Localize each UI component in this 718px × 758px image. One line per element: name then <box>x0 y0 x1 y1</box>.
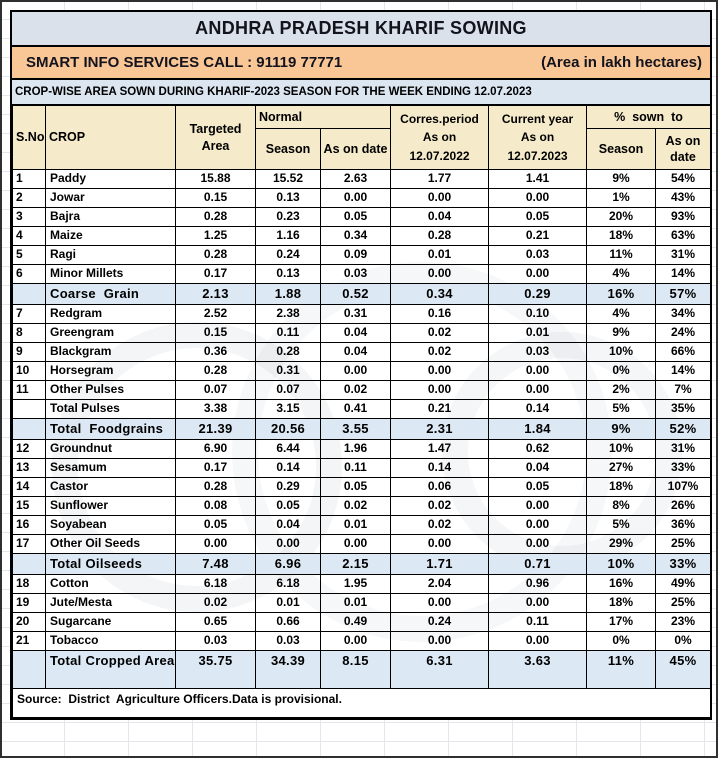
cell-normal-season: 20.56 <box>256 419 321 440</box>
cell-crop-name: Horsegram <box>46 362 176 381</box>
current-year-line3: 12.07.2023 <box>507 148 568 163</box>
cell-current-year: 0.14 <box>489 400 587 419</box>
cell-normal-as-on-date: 8.15 <box>321 651 391 689</box>
cell-sno: 11 <box>13 381 46 400</box>
table-row-total <box>13 419 711 440</box>
table-row <box>13 575 711 594</box>
cell-normal-as-on-date: 0.49 <box>321 613 391 632</box>
cell-current-year: 0.71 <box>489 554 587 575</box>
cell-pct-season: 11% <box>587 246 656 265</box>
table-row <box>13 632 711 651</box>
cell-crop-name: Total Foodgrains <box>46 419 176 440</box>
cell-targeted-area: 6.90 <box>176 440 256 459</box>
cell-corres-period: 1.47 <box>391 440 489 459</box>
cell-pct-as-on-date: 33% <box>656 459 711 478</box>
cell-corres-period: 0.02 <box>391 324 489 343</box>
cell-targeted-area: 7.48 <box>176 554 256 575</box>
cell-current-year: 0.10 <box>489 305 587 324</box>
cell-sno: 2 <box>13 189 46 208</box>
cell-sno: 15 <box>13 497 46 516</box>
cell-crop-name: Jowar <box>46 189 176 208</box>
cell-pct-season: 18% <box>587 594 656 613</box>
cell-pct-season: 4% <box>587 305 656 324</box>
col-header-normal-season: Season <box>256 129 321 170</box>
table-row <box>13 343 711 362</box>
cell-normal-as-on-date: 0.01 <box>321 516 391 535</box>
cell-pct-season: 9% <box>587 170 656 189</box>
cell-pct-season: 29% <box>587 535 656 554</box>
cell-pct-as-on-date: 43% <box>656 189 711 208</box>
table-row <box>13 497 711 516</box>
cell-normal-as-on-date: 0.03 <box>321 265 391 284</box>
cell-pct-season: 9% <box>587 324 656 343</box>
cell-corres-period: 0.16 <box>391 305 489 324</box>
cell-corres-period: 0.24 <box>391 613 489 632</box>
cell-crop-name: Ragi <box>46 246 176 265</box>
cell-crop-name: Castor <box>46 478 176 497</box>
table-row <box>13 516 711 535</box>
cell-corres-period: 0.34 <box>391 284 489 305</box>
cell-current-year: 0.00 <box>489 594 587 613</box>
cell-normal-as-on-date: 0.31 <box>321 305 391 324</box>
cell-corres-period: 0.01 <box>391 246 489 265</box>
cell-crop-name: Other Pulses <box>46 381 176 400</box>
cell-sno: 18 <box>13 575 46 594</box>
cell-sno: 7 <box>13 305 46 324</box>
report-title: ANDHRA PRADESH KHARIF SOWING <box>12 12 710 47</box>
cell-pct-as-on-date: 63% <box>656 227 711 246</box>
cell-pct-as-on-date: 25% <box>656 535 711 554</box>
cell-normal-as-on-date: 0.05 <box>321 478 391 497</box>
cell-normal-season: 0.07 <box>256 381 321 400</box>
cell-corres-period: 0.00 <box>391 535 489 554</box>
table-row <box>13 459 711 478</box>
table-header <box>13 106 711 170</box>
cell-normal-season: 0.23 <box>256 208 321 227</box>
cell-pct-as-on-date: 34% <box>656 305 711 324</box>
cell-pct-as-on-date: 26% <box>656 497 711 516</box>
cell-targeted-area: 0.15 <box>176 324 256 343</box>
col-header-normal-as-on-date: As on date <box>321 129 391 170</box>
cell-current-year: 0.00 <box>489 516 587 535</box>
cell-pct-as-on-date: 23% <box>656 613 711 632</box>
table-row <box>13 613 711 632</box>
cell-sno <box>13 651 46 689</box>
cell-targeted-area: 0.05 <box>176 516 256 535</box>
table-row <box>13 305 711 324</box>
cell-pct-season: 10% <box>587 440 656 459</box>
cell-corres-period: 0.21 <box>391 400 489 419</box>
cell-sno: 16 <box>13 516 46 535</box>
cell-corres-period: 0.02 <box>391 497 489 516</box>
cell-sno: 14 <box>13 478 46 497</box>
cell-corres-period: 0.00 <box>391 381 489 400</box>
cell-corres-period: 2.31 <box>391 419 489 440</box>
cell-current-year: 0.04 <box>489 459 587 478</box>
cell-normal-as-on-date: 0.41 <box>321 400 391 419</box>
cell-sno: 3 <box>13 208 46 227</box>
cell-crop-name: Groundnut <box>46 440 176 459</box>
cell-normal-season: 0.28 <box>256 343 321 362</box>
cell-corres-period: 1.77 <box>391 170 489 189</box>
corres-period-line1: Corres.period <box>400 111 479 126</box>
cell-corres-period: 0.00 <box>391 594 489 613</box>
cell-targeted-area: 0.07 <box>176 381 256 400</box>
cell-pct-season: 18% <box>587 227 656 246</box>
cell-current-year: 0.96 <box>489 575 587 594</box>
table-row <box>13 189 711 208</box>
cell-current-year: 1.84 <box>489 419 587 440</box>
cell-sno <box>13 284 46 305</box>
cell-normal-as-on-date: 0.34 <box>321 227 391 246</box>
cell-sno: 13 <box>13 459 46 478</box>
cell-pct-as-on-date: 45% <box>656 651 711 689</box>
cell-crop-name: Redgram <box>46 305 176 324</box>
col-header-pct-sown-to: % sown to <box>587 106 711 129</box>
cell-crop-name: Sesamum <box>46 459 176 478</box>
cell-normal-as-on-date: 1.96 <box>321 440 391 459</box>
sowing-table <box>12 105 711 718</box>
cell-normal-as-on-date: 0.02 <box>321 497 391 516</box>
cell-normal-season: 0.05 <box>256 497 321 516</box>
cell-normal-as-on-date: 0.00 <box>321 632 391 651</box>
col-header-corres-period <box>391 106 489 170</box>
cell-normal-season: 0.66 <box>256 613 321 632</box>
cell-pct-season: 18% <box>587 478 656 497</box>
table-row <box>13 246 711 265</box>
cell-pct-season: 16% <box>587 575 656 594</box>
cell-normal-as-on-date: 0.00 <box>321 362 391 381</box>
current-year-line2: As on <box>520 130 555 145</box>
cell-pct-season: 0% <box>587 632 656 651</box>
cell-current-year: 0.00 <box>489 632 587 651</box>
cell-crop-name: Bajra <box>46 208 176 227</box>
cell-current-year: 0.03 <box>489 246 587 265</box>
cell-crop-name: Greengram <box>46 324 176 343</box>
cell-crop-name: Coarse Grain <box>46 284 176 305</box>
cell-corres-period: 0.00 <box>391 189 489 208</box>
cell-sno: 4 <box>13 227 46 246</box>
cell-corres-period: 0.06 <box>391 478 489 497</box>
cell-crop-name: Total Cropped Area <box>46 651 176 689</box>
cell-targeted-area: 0.28 <box>176 362 256 381</box>
cell-pct-season: 8% <box>587 497 656 516</box>
cell-pct-as-on-date: 0% <box>656 632 711 651</box>
cell-normal-season: 3.15 <box>256 400 321 419</box>
cell-pct-as-on-date: 31% <box>656 440 711 459</box>
cell-normal-as-on-date: 0.01 <box>321 594 391 613</box>
cell-pct-season: 5% <box>587 516 656 535</box>
cell-current-year: 0.29 <box>489 284 587 305</box>
info-bar <box>12 47 710 80</box>
cell-corres-period: 0.14 <box>391 459 489 478</box>
cell-normal-as-on-date: 0.05 <box>321 208 391 227</box>
table-row <box>13 324 711 343</box>
cell-pct-season: 20% <box>587 208 656 227</box>
table-row <box>13 440 711 459</box>
cell-normal-season: 6.18 <box>256 575 321 594</box>
table-row <box>13 170 711 189</box>
table-row <box>13 400 711 419</box>
table-row-total <box>13 284 711 305</box>
cell-pct-season: 5% <box>587 400 656 419</box>
col-header-pct-season: Season <box>587 129 656 170</box>
cell-pct-as-on-date: 36% <box>656 516 711 535</box>
cell-crop-name: Tobacco <box>46 632 176 651</box>
cell-pct-as-on-date: 35% <box>656 400 711 419</box>
table-row <box>13 265 711 284</box>
table-row-total <box>13 554 711 575</box>
cell-sno: 10 <box>13 362 46 381</box>
corres-period-line2: As on <box>422 130 457 145</box>
cell-normal-season: 34.39 <box>256 651 321 689</box>
report-caption: CROP-WISE AREA SOWN DURING KHARIF-2023 SEASON FOR THE WEEK ENDING 12.07.2023 <box>12 80 710 105</box>
info-bar-left: SMART INFO SERVICES CALL : 91119 77771 <box>26 54 343 71</box>
cell-sno: 20 <box>13 613 46 632</box>
col-header-normal: Normal <box>256 106 391 129</box>
cell-normal-season: 0.01 <box>256 594 321 613</box>
col-header-pct-as-on-date: As on date <box>656 129 711 170</box>
cell-normal-season: 2.38 <box>256 305 321 324</box>
cell-pct-as-on-date: 25% <box>656 594 711 613</box>
cell-sno: 5 <box>13 246 46 265</box>
cell-sno <box>13 419 46 440</box>
cell-current-year: 0.00 <box>489 265 587 284</box>
cell-normal-as-on-date: 0.09 <box>321 246 391 265</box>
cell-current-year: 0.21 <box>489 227 587 246</box>
table-row <box>13 381 711 400</box>
current-year-line1: Current year <box>501 111 574 126</box>
source-note: Source: District Agriculture Officers.Data is provisional. <box>13 689 711 718</box>
cell-normal-season: 0.04 <box>256 516 321 535</box>
cell-pct-season: 1% <box>587 189 656 208</box>
cell-current-year: 0.00 <box>489 535 587 554</box>
cell-current-year: 0.00 <box>489 497 587 516</box>
cell-targeted-area: 0.15 <box>176 189 256 208</box>
cell-current-year: 3.63 <box>489 651 587 689</box>
cell-normal-as-on-date: 2.63 <box>321 170 391 189</box>
cell-current-year: 0.00 <box>489 189 587 208</box>
cell-current-year: 0.00 <box>489 381 587 400</box>
cell-current-year: 1.41 <box>489 170 587 189</box>
col-header-targeted-area: Targeted Area <box>176 106 256 170</box>
cell-targeted-area: 2.52 <box>176 305 256 324</box>
cell-corres-period: 0.28 <box>391 227 489 246</box>
cell-sno: 12 <box>13 440 46 459</box>
cell-pct-as-on-date: 24% <box>656 324 711 343</box>
cell-targeted-area: 0.02 <box>176 594 256 613</box>
table-row <box>13 227 711 246</box>
cell-crop-name: Sugarcane <box>46 613 176 632</box>
cell-normal-season: 0.00 <box>256 535 321 554</box>
cell-crop-name: Maize <box>46 227 176 246</box>
cell-pct-season: 16% <box>587 284 656 305</box>
cell-targeted-area: 0.36 <box>176 343 256 362</box>
cell-normal-season: 0.31 <box>256 362 321 381</box>
cell-normal-season: 1.88 <box>256 284 321 305</box>
cell-normal-season: 0.13 <box>256 265 321 284</box>
table-row <box>13 478 711 497</box>
cell-current-year: 0.01 <box>489 324 587 343</box>
cell-pct-season: 9% <box>587 419 656 440</box>
col-header-current-year <box>489 106 587 170</box>
cell-sno: 21 <box>13 632 46 651</box>
cell-targeted-area: 6.18 <box>176 575 256 594</box>
cell-targeted-area: 0.17 <box>176 265 256 284</box>
cell-sno: 6 <box>13 265 46 284</box>
cell-targeted-area: 0.65 <box>176 613 256 632</box>
cell-current-year: 0.00 <box>489 362 587 381</box>
cell-crop-name: Total Pulses <box>46 400 176 419</box>
cell-sno: 19 <box>13 594 46 613</box>
cell-sno: 17 <box>13 535 46 554</box>
table-footer <box>13 689 711 718</box>
cell-normal-as-on-date: 1.95 <box>321 575 391 594</box>
cell-corres-period: 6.31 <box>391 651 489 689</box>
cell-pct-season: 17% <box>587 613 656 632</box>
cell-crop-name: Soyabean <box>46 516 176 535</box>
cell-crop-name: Cotton <box>46 575 176 594</box>
cell-pct-as-on-date: 14% <box>656 265 711 284</box>
cell-normal-as-on-date: 0.52 <box>321 284 391 305</box>
table-body <box>13 170 711 689</box>
cell-corres-period: 0.02 <box>391 516 489 535</box>
cell-targeted-area: 0.28 <box>176 208 256 227</box>
info-bar-right: (Area in lakh hectares) <box>541 54 702 71</box>
cell-corres-period: 0.00 <box>391 265 489 284</box>
cell-crop-name: Minor Millets <box>46 265 176 284</box>
cell-normal-as-on-date: 0.04 <box>321 324 391 343</box>
cell-crop-name: Total Oilseeds <box>46 554 176 575</box>
cell-targeted-area: 0.08 <box>176 497 256 516</box>
cell-corres-period: 2.04 <box>391 575 489 594</box>
cell-targeted-area: 0.00 <box>176 535 256 554</box>
cell-pct-as-on-date: 57% <box>656 284 711 305</box>
cell-targeted-area: 0.28 <box>176 246 256 265</box>
cell-normal-season: 0.11 <box>256 324 321 343</box>
cell-targeted-area: 21.39 <box>176 419 256 440</box>
cell-normal-season: 0.13 <box>256 189 321 208</box>
cell-targeted-area: 15.88 <box>176 170 256 189</box>
cell-normal-as-on-date: 0.00 <box>321 535 391 554</box>
cell-sno: 1 <box>13 170 46 189</box>
cell-crop-name: Jute/Mesta <box>46 594 176 613</box>
cell-normal-season: 0.29 <box>256 478 321 497</box>
cell-normal-as-on-date: 0.11 <box>321 459 391 478</box>
report-sheet <box>10 10 712 720</box>
cell-normal-as-on-date: 0.04 <box>321 343 391 362</box>
cell-normal-as-on-date: 0.00 <box>321 189 391 208</box>
cell-crop-name: Other Oil Seeds <box>46 535 176 554</box>
cell-normal-as-on-date: 0.02 <box>321 381 391 400</box>
cell-normal-season: 0.14 <box>256 459 321 478</box>
cell-normal-season: 6.96 <box>256 554 321 575</box>
cell-sno <box>13 554 46 575</box>
cell-pct-as-on-date: 52% <box>656 419 711 440</box>
cell-pct-season: 11% <box>587 651 656 689</box>
cell-current-year: 0.03 <box>489 343 587 362</box>
cell-pct-as-on-date: 66% <box>656 343 711 362</box>
cell-pct-season: 27% <box>587 459 656 478</box>
col-header-crop: CROP <box>46 106 176 170</box>
cell-pct-as-on-date: 14% <box>656 362 711 381</box>
cell-pct-as-on-date: 107% <box>656 478 711 497</box>
cell-corres-period: 0.00 <box>391 362 489 381</box>
cell-pct-as-on-date: 93% <box>656 208 711 227</box>
cell-normal-season: 15.52 <box>256 170 321 189</box>
cell-pct-season: 4% <box>587 265 656 284</box>
cell-normal-season: 0.03 <box>256 632 321 651</box>
cell-corres-period: 1.71 <box>391 554 489 575</box>
cell-normal-season: 6.44 <box>256 440 321 459</box>
cell-pct-as-on-date: 7% <box>656 381 711 400</box>
cell-pct-season: 10% <box>587 554 656 575</box>
cell-normal-season: 1.16 <box>256 227 321 246</box>
table-row <box>13 594 711 613</box>
cell-pct-season: 10% <box>587 343 656 362</box>
table-row <box>13 362 711 381</box>
cell-pct-season: 2% <box>587 381 656 400</box>
cell-current-year: 0.11 <box>489 613 587 632</box>
cell-targeted-area: 0.28 <box>176 478 256 497</box>
cell-targeted-area: 3.38 <box>176 400 256 419</box>
cell-sno: 8 <box>13 324 46 343</box>
corres-period-line3: 12.07.2022 <box>409 148 470 163</box>
cell-current-year: 0.62 <box>489 440 587 459</box>
cell-normal-as-on-date: 2.15 <box>321 554 391 575</box>
cell-crop-name: Paddy <box>46 170 176 189</box>
cell-pct-as-on-date: 54% <box>656 170 711 189</box>
cell-targeted-area: 2.13 <box>176 284 256 305</box>
table-row <box>13 208 711 227</box>
cell-corres-period: 0.00 <box>391 632 489 651</box>
cell-pct-as-on-date: 33% <box>656 554 711 575</box>
cell-corres-period: 0.04 <box>391 208 489 227</box>
cell-normal-as-on-date: 3.55 <box>321 419 391 440</box>
table-row <box>13 535 711 554</box>
cell-targeted-area: 0.17 <box>176 459 256 478</box>
cell-crop-name: Sunflower <box>46 497 176 516</box>
cell-targeted-area: 0.03 <box>176 632 256 651</box>
cell-sno <box>13 400 46 419</box>
cell-targeted-area: 35.75 <box>176 651 256 689</box>
cell-targeted-area: 1.25 <box>176 227 256 246</box>
cell-sno: 9 <box>13 343 46 362</box>
cell-crop-name: Blackgram <box>46 343 176 362</box>
cell-pct-season: 0% <box>587 362 656 381</box>
cell-current-year: 0.05 <box>489 478 587 497</box>
table-row-total <box>13 651 711 689</box>
cell-current-year: 0.05 <box>489 208 587 227</box>
cell-corres-period: 0.02 <box>391 343 489 362</box>
cell-normal-season: 0.24 <box>256 246 321 265</box>
cell-pct-as-on-date: 49% <box>656 575 711 594</box>
col-header-sno: S.No <box>13 106 46 170</box>
cell-pct-as-on-date: 31% <box>656 246 711 265</box>
